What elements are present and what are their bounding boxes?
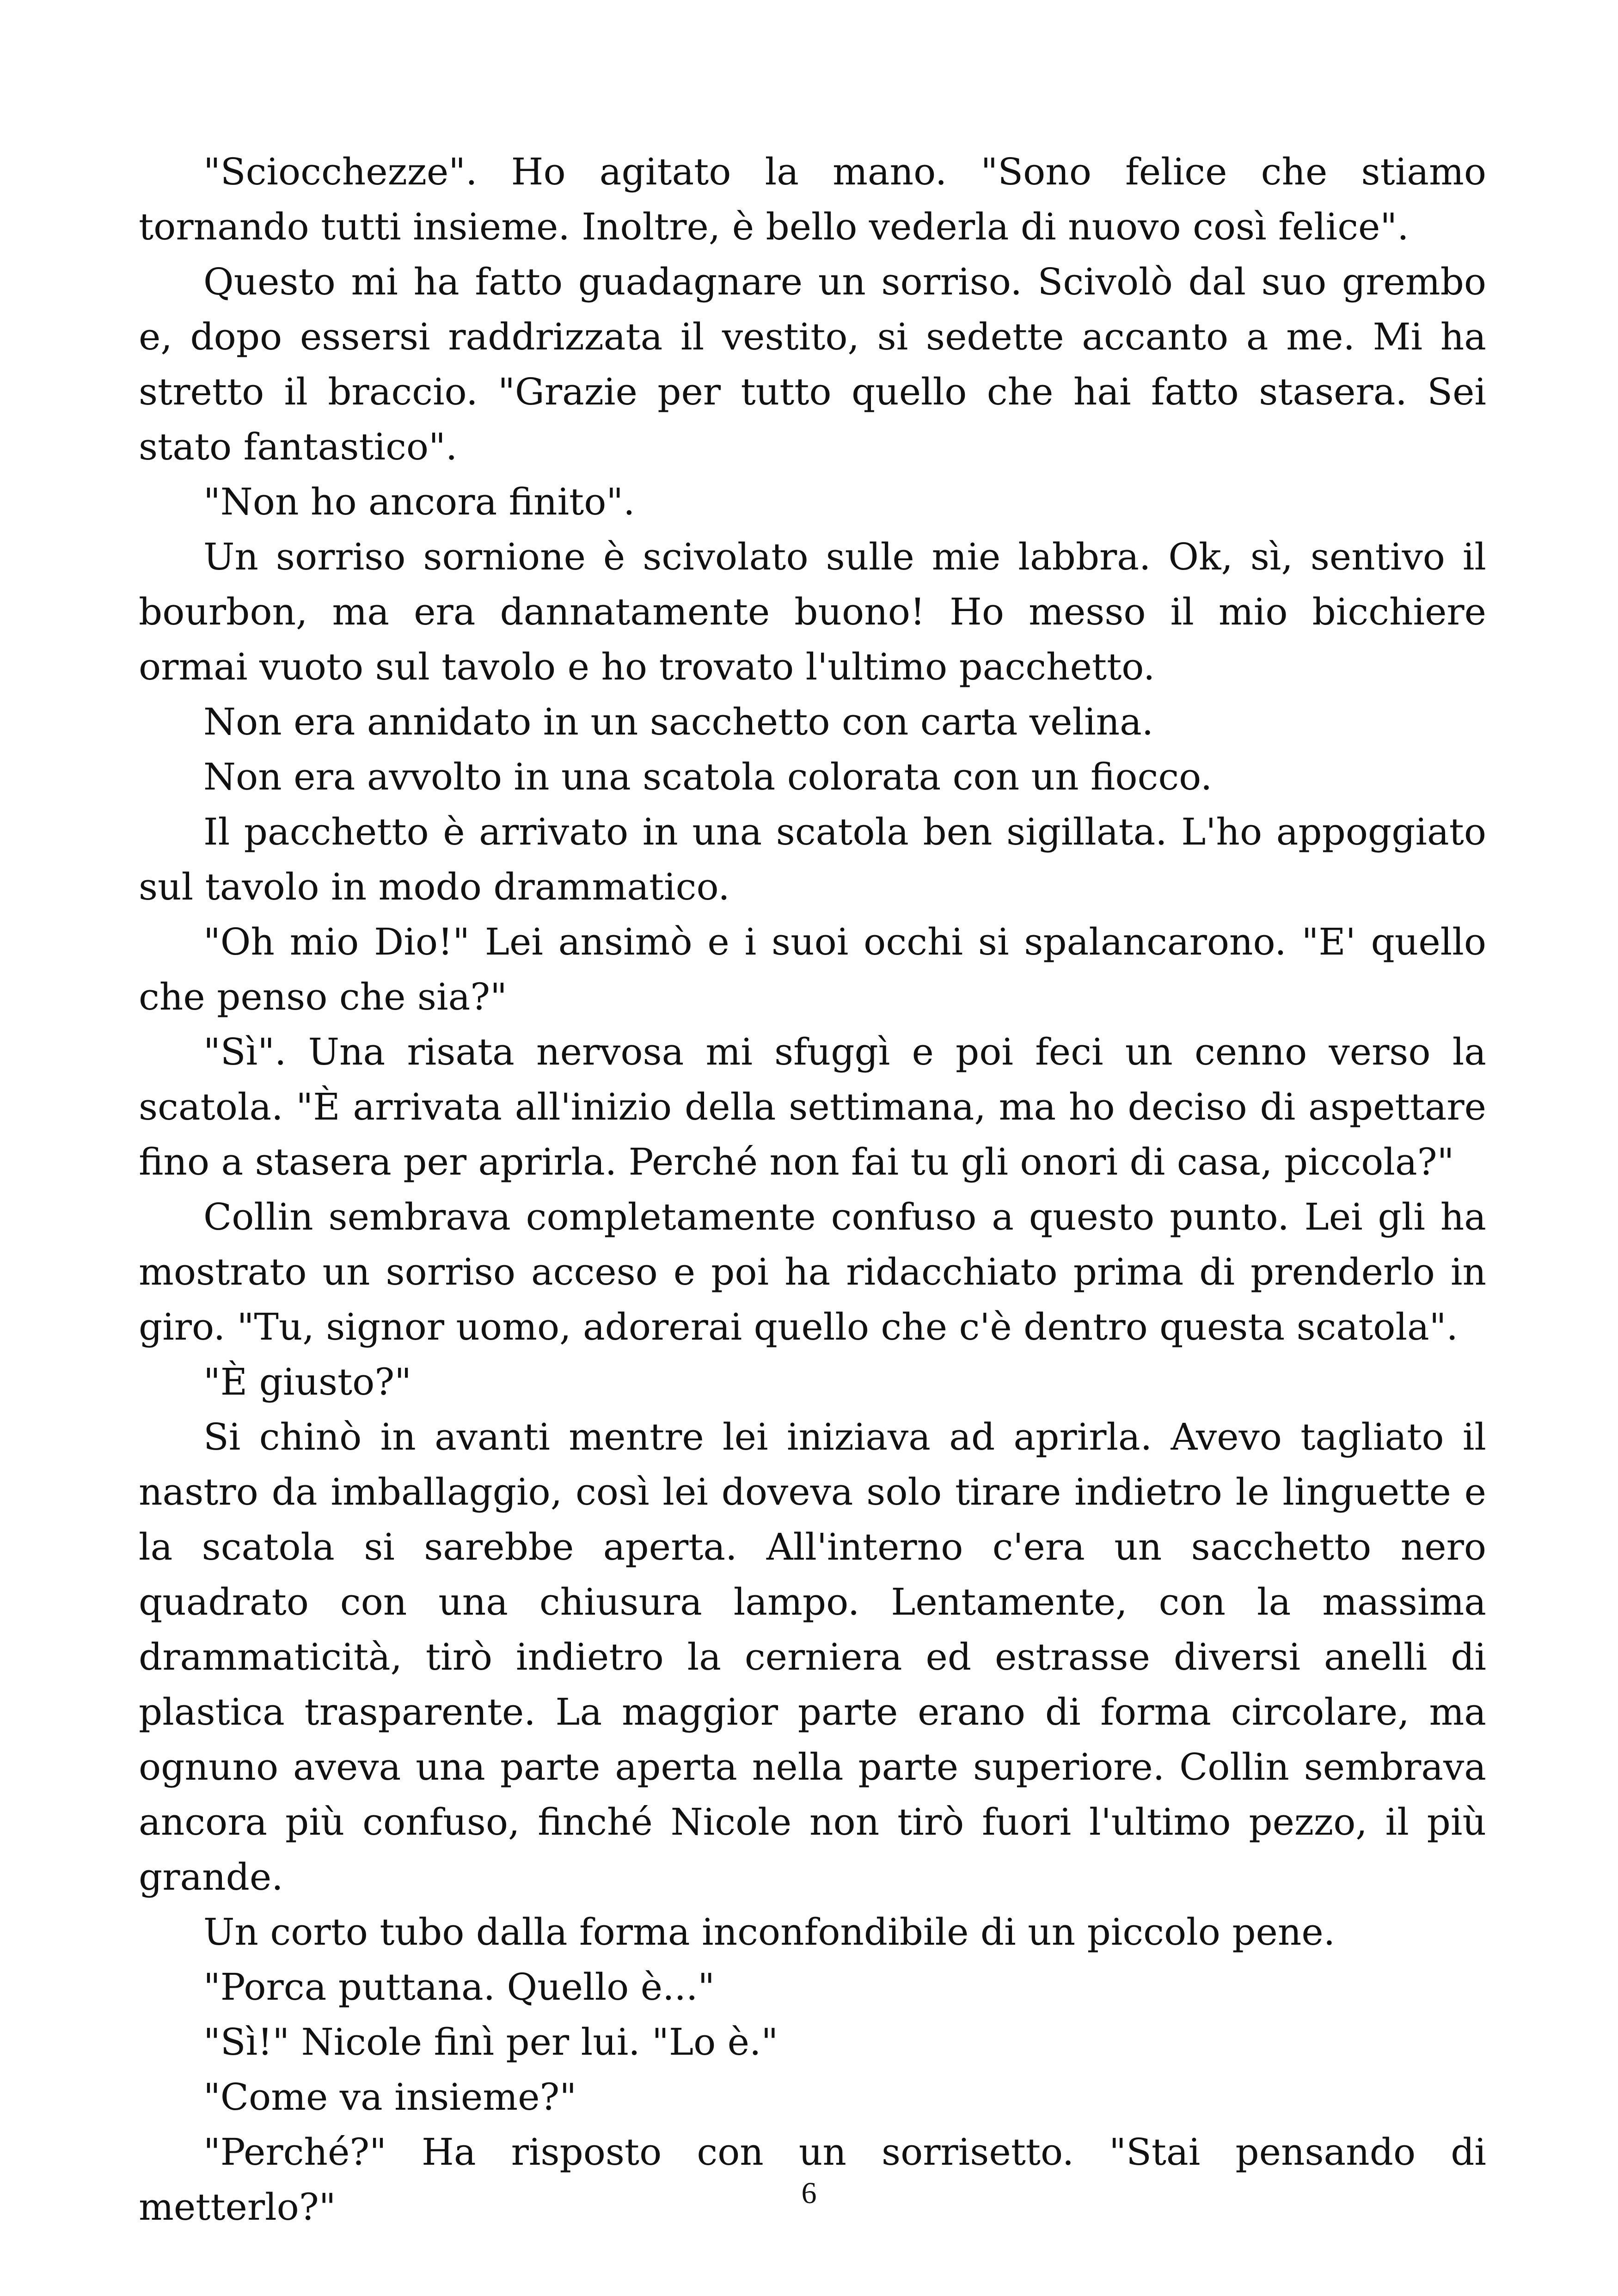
paragraph: Non era avvolto in una scatola colorata con un fiocco. [203, 755, 1213, 798]
paragraph: "Oh mio Dio!" Lei ansimò e i suoi occhi si spalancarono. "E' quello che penso che sia?" [139, 920, 1486, 1018]
paragraph: Si chinò in avanti mentre lei iniziava ad aprirla. Avevo tagliato il nastro da imballaggio, così lei doveva solo tirare indietro le linguette e la scatola si sarebbe aperta. All'interno c'era un sacchetto nero quadrato con una chiusura lampo. Lentamente, con la massima drammaticità, tirò indietro la cerniera ed estrasse diversi anelli di plastica trasparente. La maggior parte erano di forma circolare, ma ognuno aveva una parte aperta nella parte superiore. Collin sembrava ancora più confuso, finché Nicole non tirò fuori l'ultimo pezzo, il più grande. [139, 1415, 1486, 1898]
paragraph: "Porca puttana. Quello è..." [203, 1965, 715, 2008]
paragraph: "È giusto?" [203, 1360, 411, 1403]
paragraph: Il pacchetto è arrivato in una scatola ben sigillata. L'ho appoggiato sul tavolo in modo drammatico. [139, 810, 1486, 908]
paragraph: "Come va insieme?" [203, 2076, 577, 2118]
page-number: 6 [801, 2176, 817, 2210]
paragraph: "Sì!" Nicole finì per lui. "Lo è." [203, 2020, 778, 2063]
paragraph: "Sciocchezze". Ho agitato la mano. "Sono felice che stiamo tornando tutti insieme. Inoltre, è bello vederla di nuovo così felice". [139, 150, 1486, 248]
paragraph: Un corto tubo dalla forma inconfondibile di un piccolo pene. [203, 1910, 1336, 1953]
paragraph: "Perché?" Ha risposto con un sorrisetto. "Stai pensando di metterlo?" [139, 2131, 1486, 2229]
paragraph: "Non ho ancora finito". [203, 480, 635, 523]
paragraph: Questo mi ha fatto guadagnare un sorriso. Scivolò dal suo grembo e, dopo essersi raddrizzata il vestito, si sedette accanto a me. Mi ha stretto il braccio. "Grazie per tutto quello che hai fatto stasera. Sei stato fantastico". [139, 260, 1486, 468]
body-text [139, 144, 1486, 2235]
paragraph: "Sì". Una risata nervosa mi sfuggì e poi feci un cenno verso la scatola. "È arrivata all'inizio della settimana, ma ho deciso di aspettare fino a stasera per aprirla. Perché non fai tu gli onori di casa, piccola?" [139, 1030, 1486, 1183]
paragraph: Non era annidato in un sacchetto con carta velina. [203, 700, 1154, 743]
paragraph: Un sorriso sornione è scivolato sulle mie labbra. Ok, sì, sentivo il bourbon, ma era dannatamente buono! Ho messo il mio bicchiere ormai vuoto sul tavolo e ho trovato l'ultimo pacchetto. [139, 535, 1486, 688]
paragraph: Collin sembrava completamente confuso a questo punto. Lei gli ha mostrato un sorriso acceso e poi ha ridacchiato prima di prenderlo in giro. "Tu, signor uomo, adorerai quello che c'è dentro questa scatola". [139, 1195, 1486, 1348]
